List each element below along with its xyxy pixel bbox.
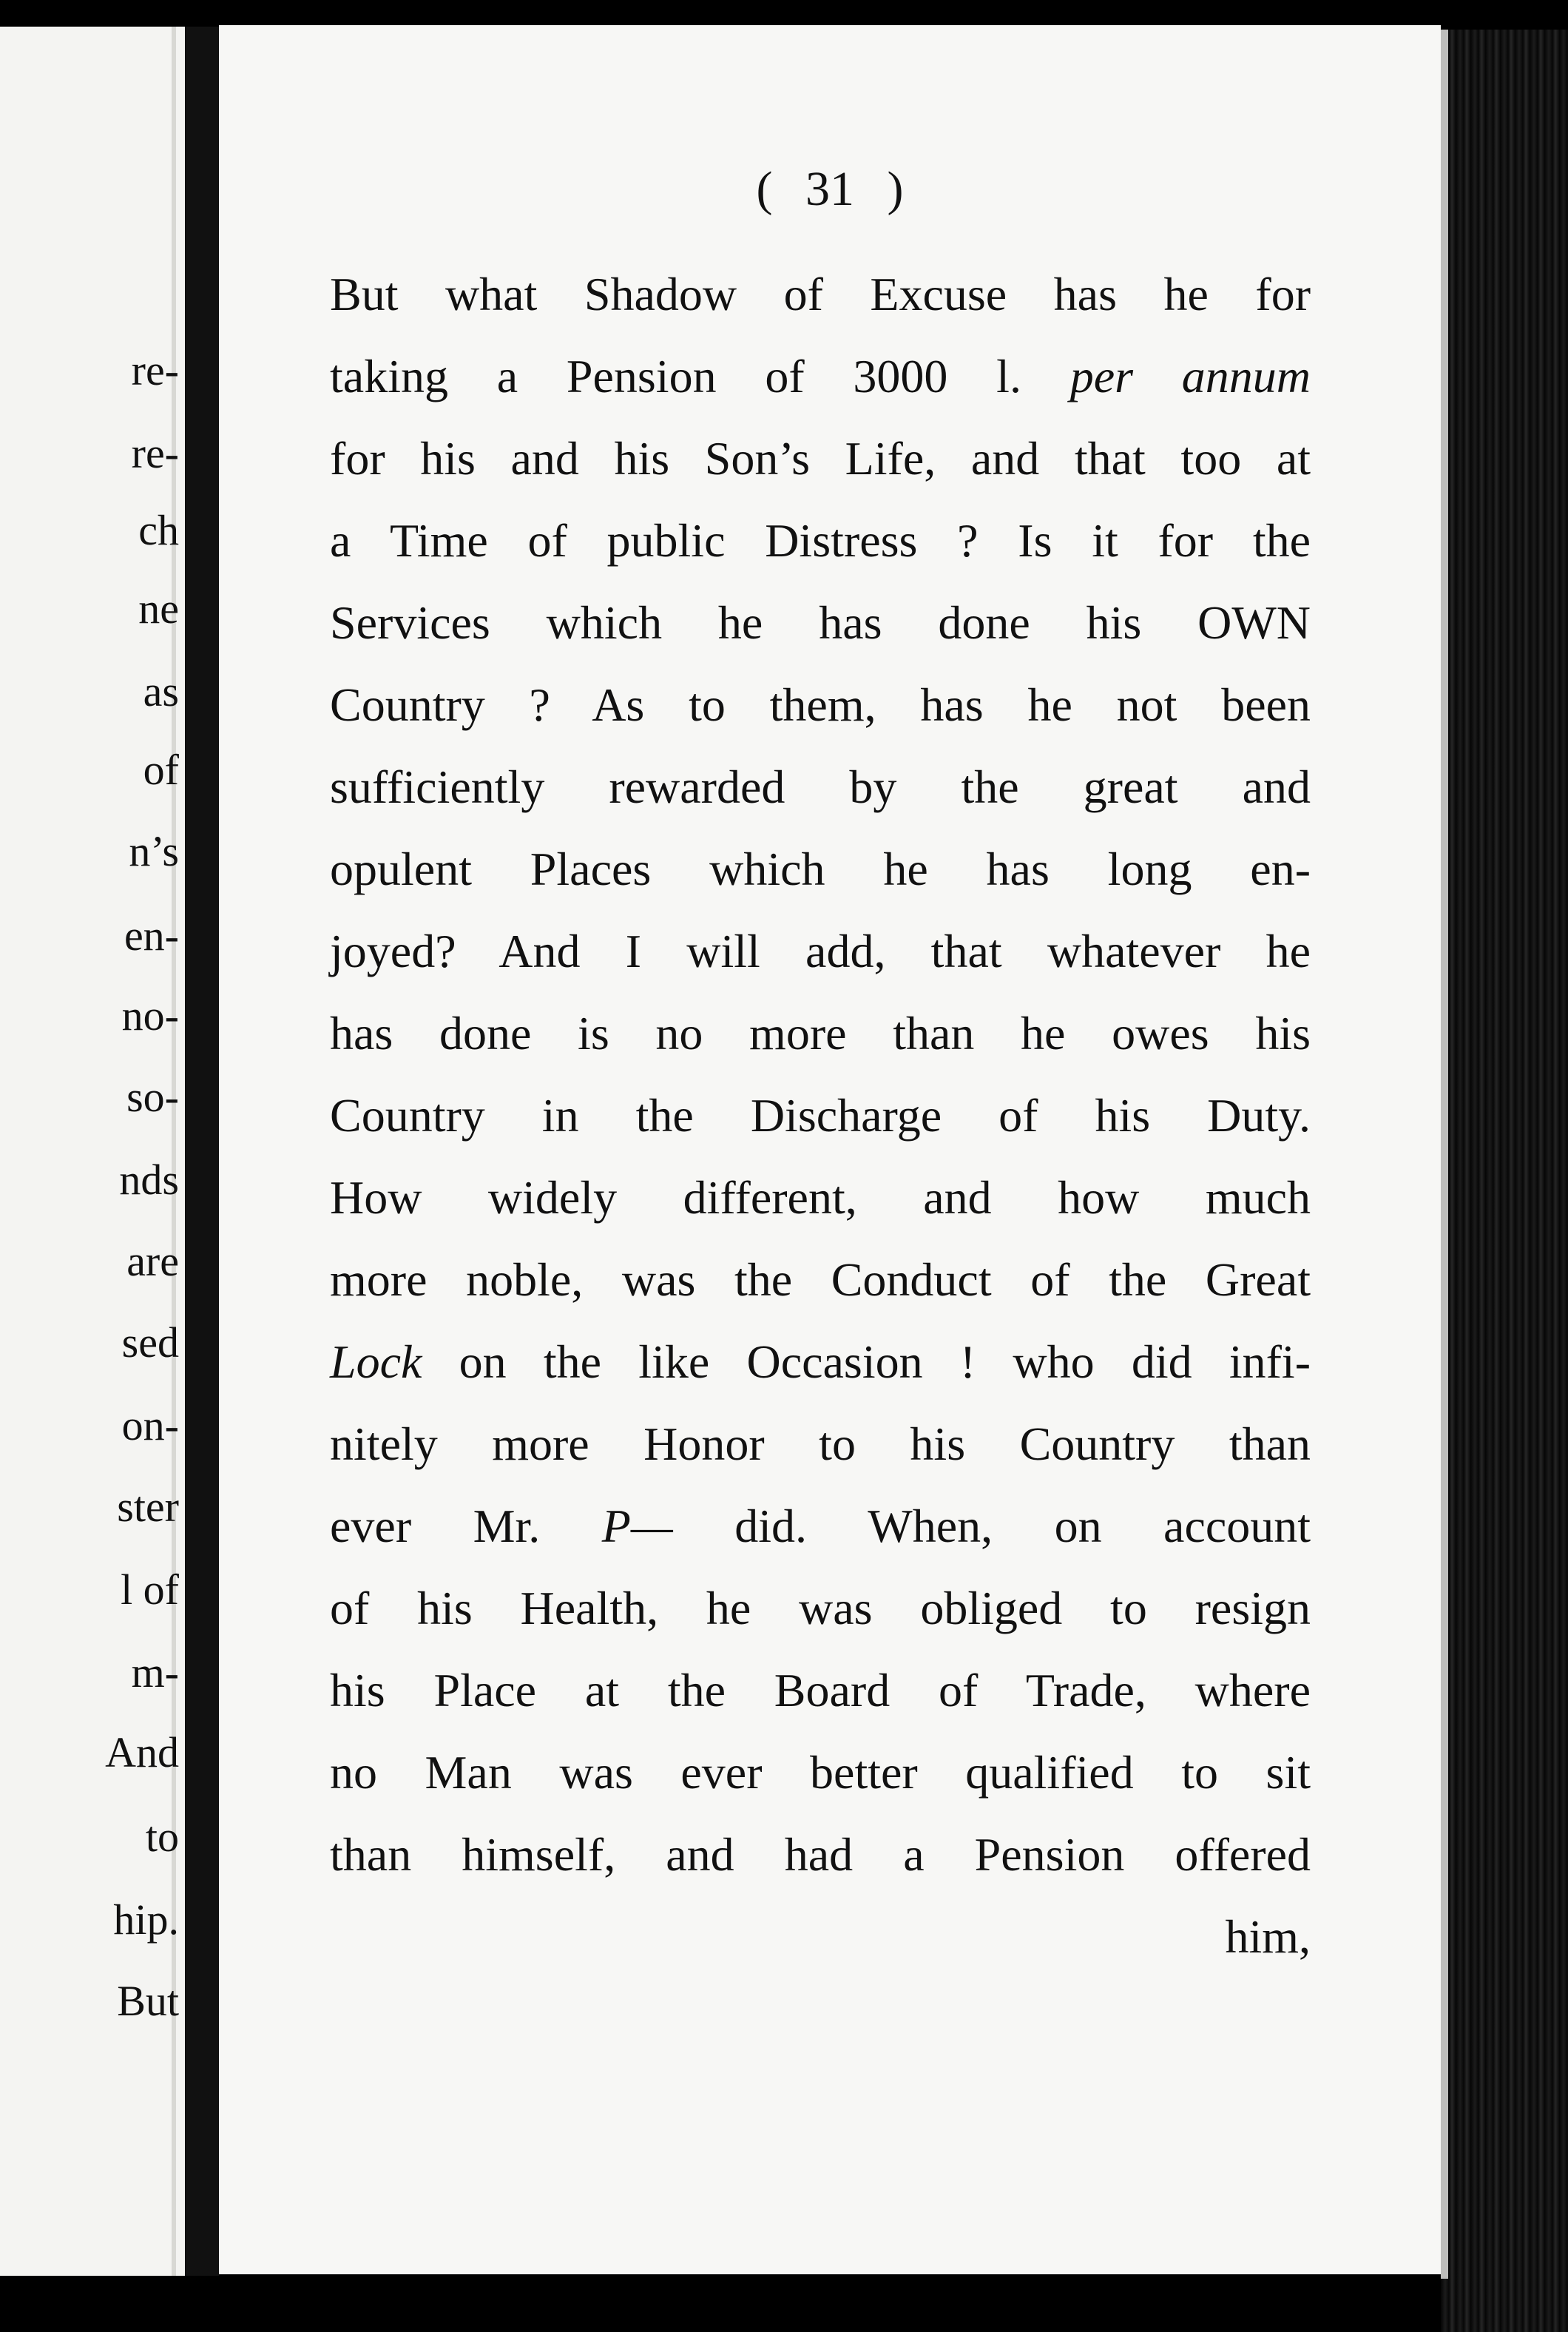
left-fragment: re- (131, 346, 179, 394)
text-line: Country in the Discharge of his Duty. (330, 1089, 1311, 1142)
text-line: joyed? And I will add, that whatever he (330, 925, 1311, 977)
left-fragment: hip. (113, 1895, 179, 1944)
left-fragment: And (105, 1728, 179, 1776)
italic-phrase: per annum (1069, 350, 1311, 402)
page-stack-edge (1441, 30, 1568, 2332)
text-line: Lock on the like Occasion ! who did infi- (330, 1335, 1311, 1388)
text-line: sufficiently rewarded by the great and (330, 761, 1311, 813)
text-line: his Place at the Board of Trade, where (330, 1664, 1311, 1716)
text-line: Services which he has done his OWN (330, 596, 1311, 649)
text-line: more noble, was the Conduct of the Great (330, 1253, 1311, 1306)
italic-name: Lock (330, 1335, 422, 1388)
text-line: How widely different, and how much (330, 1171, 1311, 1224)
left-fragment: no- (121, 991, 179, 1039)
text-line: taking a Pension of 3000 l. per annum (330, 350, 1311, 402)
left-fragment: to (145, 1813, 179, 1861)
left-fragment: so- (126, 1073, 179, 1121)
text-line: But what Shadow of Excuse has he for (330, 268, 1311, 320)
text-line: has done is no more than he owes his (330, 1007, 1311, 1059)
left-fragment: ne (138, 584, 179, 633)
left-fragment: But (117, 1977, 179, 2025)
text-line: for his and his Son’s Life, and that too at (330, 432, 1311, 485)
text-line: nitely more Honor to his Country than (330, 1418, 1311, 1470)
text-line: opulent Places which he has long en- (330, 843, 1311, 895)
italic-initial: P— (601, 1500, 673, 1552)
left-fragment: en- (124, 911, 179, 960)
left-fragment: m- (131, 1648, 179, 1696)
left-fragment: ch (138, 506, 179, 554)
left-fragment: as (143, 667, 179, 715)
left-fragment: nds (119, 1156, 179, 1204)
text-line: than himself, and had a Pension offered (330, 1828, 1311, 1881)
catchword: him, (1225, 1910, 1311, 1963)
text-line: ever Mr. P— did. When, on account (330, 1500, 1311, 1552)
book-gutter (185, 27, 219, 2276)
text-line: a Time of public Distress ? Is it for the (330, 514, 1311, 567)
body-text (330, 265, 1311, 1989)
left-page-fragments (0, 0, 185, 2332)
left-fragment: of (143, 746, 179, 794)
left-fragment: l of (121, 1566, 179, 1614)
text-line: Country ? As to them, has he not been (330, 678, 1311, 731)
left-fragment: on- (121, 1401, 179, 1449)
left-fragment: sed (121, 1318, 179, 1366)
left-fragment: ster (117, 1483, 179, 1531)
left-fragment: are (126, 1237, 179, 1285)
left-fragment: re- (131, 429, 179, 477)
left-fragment: n’s (129, 827, 179, 875)
text-line: of his Health, he was obliged to resign (330, 1582, 1311, 1634)
text-line: no Man was ever better qualified to sit (330, 1746, 1311, 1799)
page-number: ( 31 ) (756, 162, 904, 216)
page-edge-highlight (1441, 30, 1448, 2279)
